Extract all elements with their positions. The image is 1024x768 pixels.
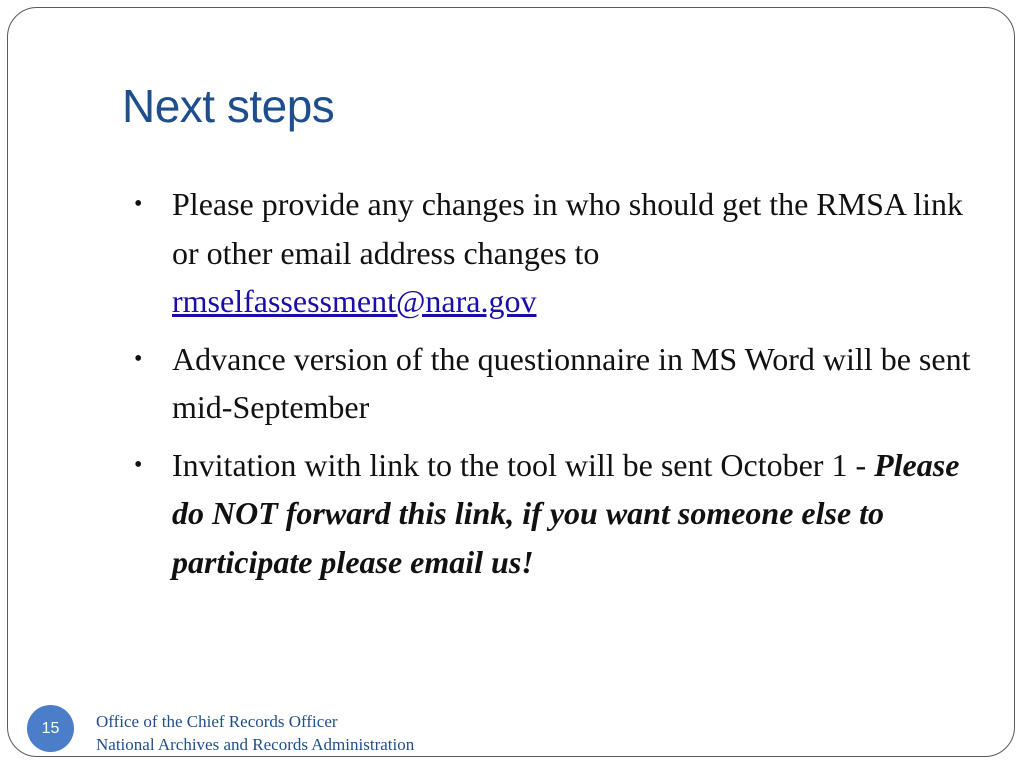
footer-office-name: Office of the Chief Records Officer [96,712,338,731]
bullet-dot-icon: • [134,451,143,478]
bullet-dot-icon: • [134,345,143,372]
bullet-2-text: Advance version of the questionnaire in MS Word will be sent mid-September [172,340,971,425]
bullet-list [128,180,988,595]
email-link[interactable]: rmselfassessment@nara.gov [172,283,537,319]
footer-agency-name: National Archives and Records Administration [96,735,415,754]
slide [7,7,1015,757]
slide-title: Next steps [122,80,335,132]
bullet-1-text: Please provide any changes in who should get the RMSA link or other email address changes to [172,186,964,271]
page-number-badge: 15 [27,705,74,752]
bullet-item-3 [128,441,988,587]
bullet-dot-icon: • [134,191,143,217]
bullet-3-emphasis: Please do NOT forward this link, if you want someone else to participate please email us! [172,446,960,580]
bullet-item-1 [128,180,988,326]
footer [96,710,414,756]
bullet-item-2 [128,335,988,432]
bullet-3-text: Invitation with link to the tool will be sent October 1 - [172,446,867,483]
